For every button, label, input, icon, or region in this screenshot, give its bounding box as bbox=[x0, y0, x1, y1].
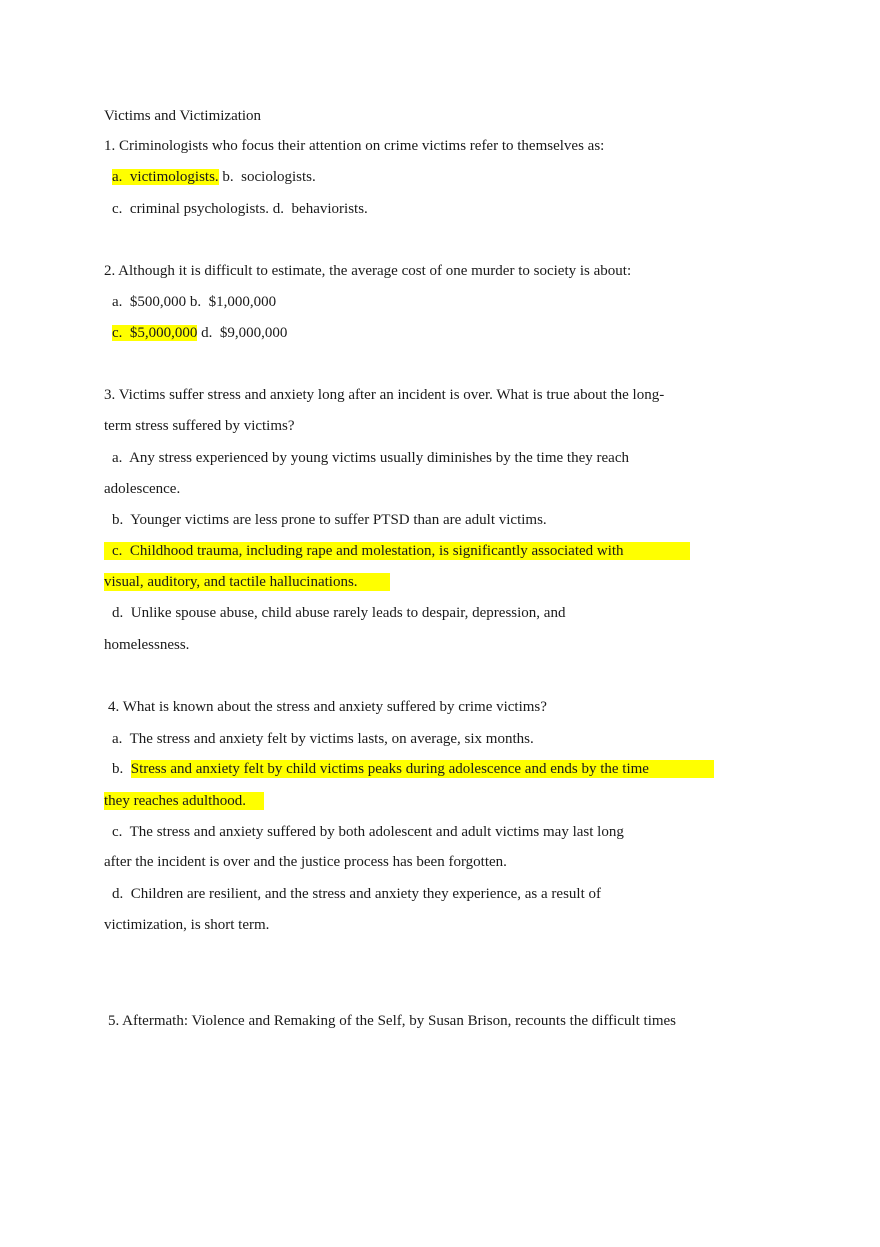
question-5-stem: 5. Aftermath: Violence and Remaking of the Self, by Susan Brison, recounts the difficult times bbox=[108, 1013, 677, 1029]
question-4-stem: 4. What is known about the stress and anxiety suffered by crime victims? bbox=[108, 699, 547, 715]
question-2-answer-highlight: c. $5,000,000 bbox=[112, 325, 198, 341]
question-2-option-d: d. $9,000,000 bbox=[197, 325, 288, 341]
question-3-answer-highlight-line-2: visual, auditory, and tactile hallucinations. bbox=[104, 573, 390, 591]
question-4-option-d-line-1: d. Children are resilient, and the stress and anxiety they experience, as a result of bbox=[112, 886, 601, 902]
question-2-stem: 2. Although it is difficult to estimate, the average cost of one murder to society is about: bbox=[104, 263, 632, 279]
question-1-options-cd: c. criminal psychologists. d. behaviorists. bbox=[112, 201, 368, 217]
document-title: Victims and Victimization bbox=[104, 108, 262, 124]
question-3-stem-line-2: term stress suffered by victims? bbox=[104, 418, 295, 434]
question-4-option-a: a. The stress and anxiety felt by victims lasts, on average, six months. bbox=[112, 731, 534, 747]
question-3-stem-line-1: 3. Victims suffer stress and anxiety long after an incident is over. What is true about the long- bbox=[104, 387, 665, 403]
question-4-option-b-line-1 bbox=[112, 760, 714, 778]
question-1-stem: 1. Criminologists who focus their attention on crime victims refer to themselves as: bbox=[104, 138, 605, 154]
question-4-option-c-line-2: after the incident is over and the justice process has been forgotten. bbox=[104, 854, 507, 870]
question-3-option-a-line-1: a. Any stress experienced by young victims usually diminishes by the time they reach bbox=[112, 450, 629, 466]
question-4-option-d-line-2: victimization, is short term. bbox=[104, 917, 270, 933]
question-3-option-d-line-2: homelessness. bbox=[104, 637, 190, 653]
question-4-option-b-prefix: b. bbox=[112, 761, 131, 777]
question-3-option-b: b. Younger victims are less prone to suffer PTSD than are adult victims. bbox=[112, 512, 547, 528]
question-3-option-a-line-2: adolescence. bbox=[104, 481, 181, 497]
question-1-answer-highlight: a. victimologists. bbox=[112, 169, 219, 185]
question-4-option-c-line-1: c. The stress and anxiety suffered by both adolescent and adult victims may last long bbox=[112, 824, 624, 840]
question-2-options-cd bbox=[112, 324, 287, 342]
question-1-options-ab bbox=[112, 168, 316, 186]
question-2-options-ab: a. $500,000 b. $1,000,000 bbox=[112, 294, 277, 310]
question-4-answer-highlight-line-2: they reaches adulthood. bbox=[104, 792, 264, 810]
question-3-option-d-line-1: d. Unlike spouse abuse, child abuse rarely leads to despair, depression, and bbox=[112, 605, 566, 621]
question-3-answer-highlight-line-1: c. Childhood trauma, including rape and molestation, is significantly associated with bbox=[104, 542, 690, 560]
question-1-option-b: b. sociologists. bbox=[218, 169, 316, 185]
question-4-answer-highlight-line-1: Stress and anxiety felt by child victims peaks during adolescence and ends by the time bbox=[131, 760, 714, 778]
